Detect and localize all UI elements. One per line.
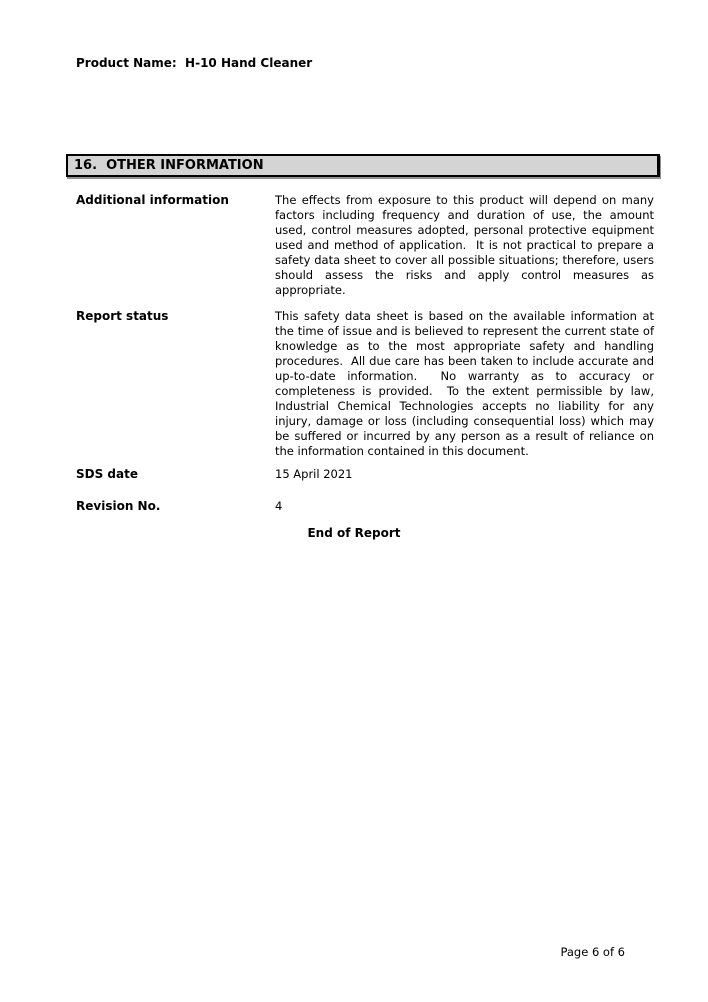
revision-no-value: 4 bbox=[275, 499, 283, 513]
product-name-header: Product Name: H-10 Hand Cleaner bbox=[76, 56, 313, 70]
field-row-report-status bbox=[76, 309, 658, 459]
additional-information-value: The effects from exposure to this product will depend on many factors including frequency and duration of use, the amount used, control measures adopted, personal protective equipment used and method of application. It is not practical to prepare a safety data sheet to cover all possible situations; therefore, users should assess the risks and apply control measures as appropriate. bbox=[275, 193, 658, 297]
sds-date-label: SDS date bbox=[76, 467, 138, 481]
report-status-label: Report status bbox=[76, 309, 169, 323]
additional-information-label: Additional information bbox=[76, 193, 229, 207]
page-number: Page 6 of 6 bbox=[560, 945, 625, 959]
field-row-revision-no bbox=[76, 499, 654, 514]
revision-no-label: Revision No. bbox=[76, 499, 161, 513]
field-row-sds-date bbox=[76, 467, 654, 482]
end-of-report-label: End of Report bbox=[307, 526, 401, 540]
sds-date-value: 15 April 2021 bbox=[275, 467, 353, 481]
section-16-header: 16. OTHER INFORMATION bbox=[66, 154, 660, 177]
field-row-additional-information bbox=[76, 193, 658, 298]
report-status-value: This safety data sheet is based on the available information at the time of issue and is believed to represent the current state of knowledge as to the most appropriate safety and handling procedures. All due care has been taken to include accurate and up-to-date information. No warranty as to accuracy or completeness is provided. To the extent permissible by law, Industrial Chemical Technologies accepts no liability for any injury, damage or loss (including consequential loss) which may be suffered or incurred by any person as a result of reliance on the information contained in this document. bbox=[275, 309, 658, 458]
